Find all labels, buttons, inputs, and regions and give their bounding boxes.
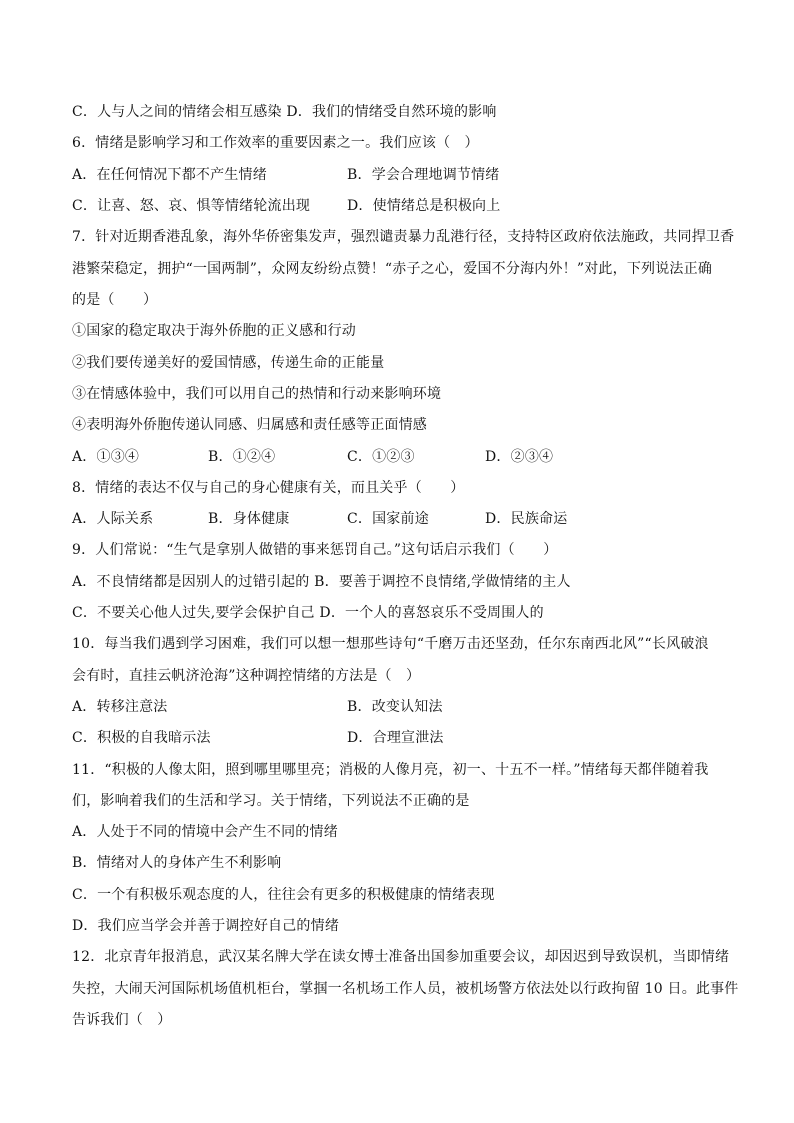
q7-statement-1: ①国家的稳定取决于海外侨胞的正义感和行动 — [72, 323, 356, 339]
q8-stem: 8．情绪的表达不仅与自己的身心健康有关，而且关乎（ ） — [72, 480, 465, 496]
q7-option-c: C．①②③ — [347, 449, 415, 465]
q11-option-b: B．情绪对人的身体产生不利影响 — [72, 855, 282, 871]
q8-option-a: A．人际关系 — [72, 511, 154, 527]
q7-statement-2: ②我们要传递美好的爱国情感，传递生命的正能量 — [72, 355, 385, 371]
q10-option-b: B．改变认知法 — [347, 699, 443, 715]
q9-option-ab: A．不良情绪都是因别人的过错引起的 B．要善于调控不良情绪,学做情绪的主人 — [72, 574, 571, 590]
q6-option-a: A．在任何情况下都不产生情绪 — [72, 167, 267, 183]
q8-option-b: B．身体健康 — [208, 511, 290, 527]
q12-stem-line2: 失控，大闹天河国际机场值机柜台，掌掴一名机场工作人员，被机场警方依法处以行政拘留 10 日。此事件 — [72, 981, 739, 997]
q7-option-b: B．①②④ — [208, 449, 276, 465]
q11-stem-line1: 11．“积极的人像太阳，照到哪里哪里亮；消极的人像月亮，初一、十五不一样。”情绪每天都伴随着我 — [72, 762, 709, 778]
q12-stem-line1: 12．北京青年报消息，武汉某名牌大学在读女博士准备出国参加重要会议，却因迟到导致误机，当即情绪 — [72, 949, 730, 965]
q7-stem-line2: 港繁荣稳定，拥护“一国两制”，众网友纷纷点赞！“赤子之心，爱国不分海内外！”对此，下列说法正确 — [72, 261, 713, 277]
q9-option-cd: C．不要关心他人过失,要学会保护自己 D．一个人的喜怒哀乐不受周围人的 — [72, 605, 544, 621]
q6-option-d: D．使情绪总是积极向上 — [347, 198, 501, 214]
q11-stem-line2: 们，影响着我们的生活和学习。关于情绪，下列说法不正确的是 — [72, 793, 470, 809]
q10-stem-line1: 10．每当我们遇到学习困难，我们可以想一想那些诗句“千磨万击还坚劲，任尔东南西北风”“长风破浪 — [72, 636, 709, 652]
q10-option-a: A．转移注意法 — [72, 699, 168, 715]
q7-option-d: D．②③④ — [485, 449, 554, 465]
q11-option-d: D．我们应当学会并善于调控好自己的情绪 — [72, 918, 340, 934]
q6-option-b: B．学会合理地调节情绪 — [347, 167, 500, 183]
q9-stem: 9．人们常说：“生气是拿别人做错的事来惩罚自己。”这句话启示我们（ ） — [72, 542, 558, 558]
q7-option-a: A．①③④ — [72, 449, 140, 465]
q5-option-cd: C．人与人之间的情绪会相互感染 D．我们的情绪受自然环境的影响 — [72, 104, 497, 120]
q11-option-a: A．人处于不同的情境中会产生不同的情绪 — [72, 824, 338, 840]
q8-option-c: C．国家前途 — [347, 511, 429, 527]
q7-stem-line1: 7．针对近期香港乱象，海外华侨密集发声，强烈谴责暴力乱港行径，支持特区政府依法施政，共同捍卫香 — [72, 229, 735, 245]
q10-stem-line2: 会有时，直挂云帆济沧海”这种调控情绪的方法是（ ） — [72, 668, 421, 684]
q8-option-d: D．民族命运 — [485, 511, 568, 527]
q7-statement-4: ④表明海外侨胞传递认同感、归属感和责任感等正面情感 — [72, 417, 427, 433]
q6-option-c: C．让喜、怒、哀、惧等情绪轮流出现 — [72, 198, 311, 214]
q10-option-d: D．合理宣泄法 — [347, 730, 444, 746]
q7-statement-3: ③在情感体验中，我们可以用自己的热情和行动来影响环境 — [72, 386, 442, 402]
q12-stem-line3: 告诉我们（ ） — [72, 1012, 172, 1028]
q11-option-c: C．一个有积极乐观态度的人，往往会有更多的积极健康的情绪表现 — [72, 887, 495, 903]
q10-option-c: C．积极的自我暗示法 — [72, 730, 211, 746]
q6-stem: 6．情绪是影响学习和工作效率的重要因素之一。我们应该（ ） — [72, 135, 479, 151]
q7-stem-line3: 的是（ ） — [72, 292, 158, 308]
